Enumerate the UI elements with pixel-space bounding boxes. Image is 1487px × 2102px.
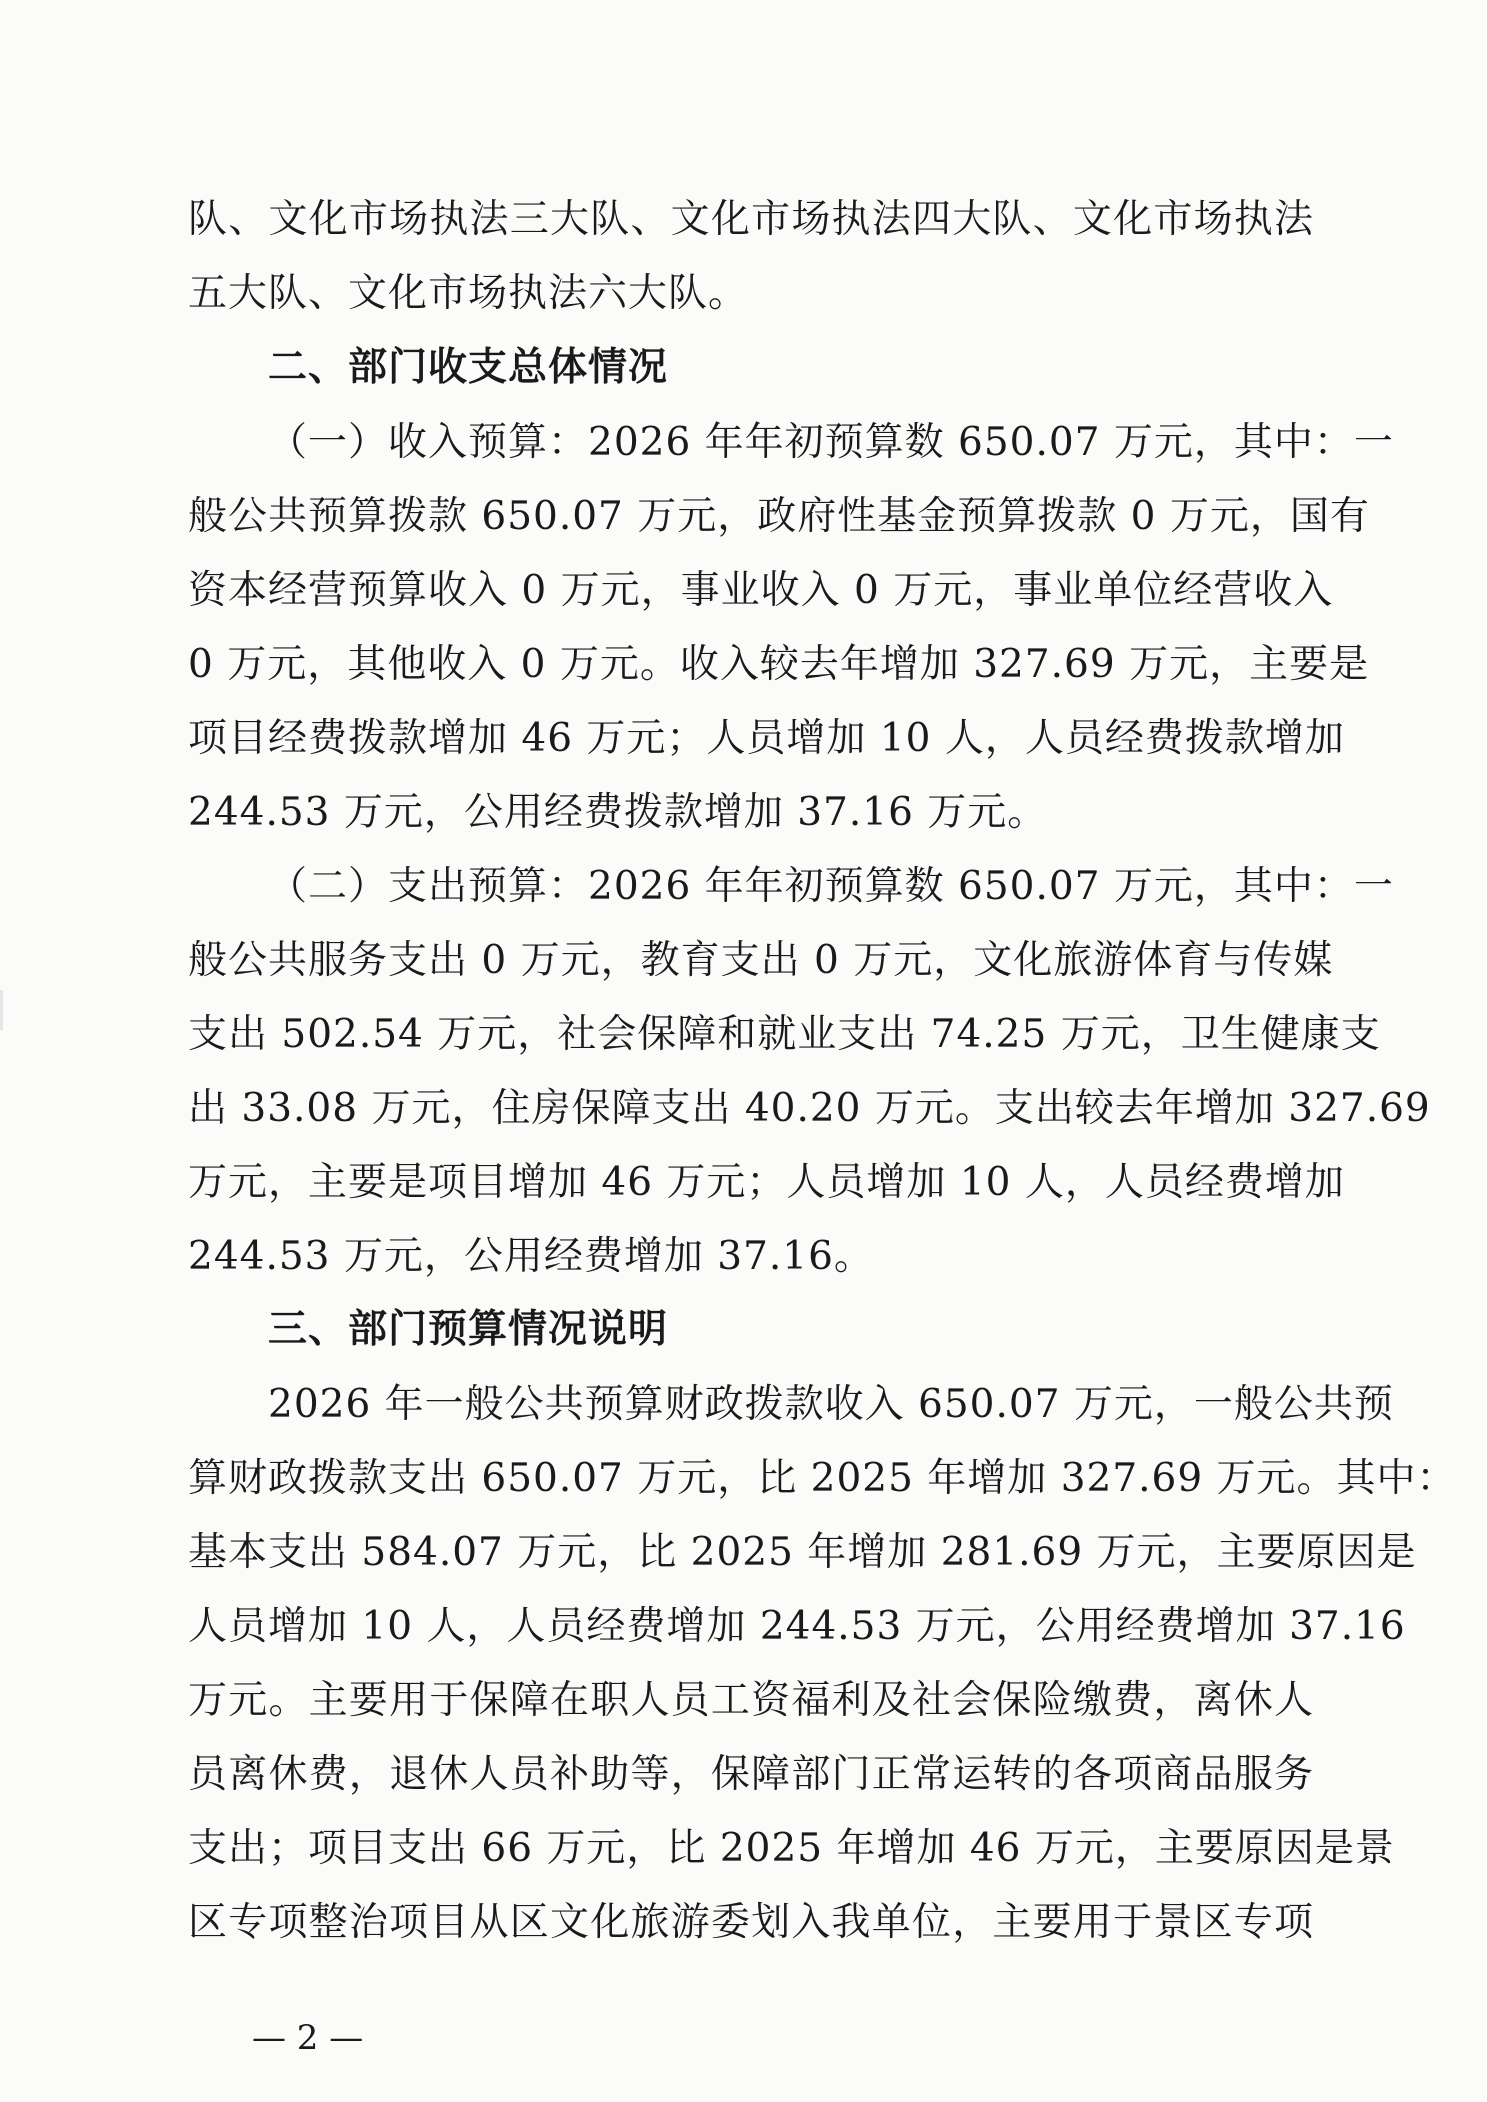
scan-edge-mark	[0, 990, 3, 1030]
body-line: 项目经费拨款增加 46 万元；人员增加 10 人，人员经费拨款增加	[188, 716, 1345, 761]
section-heading-2: 二、部门收支总体情况	[268, 345, 669, 390]
body-line: 般公共服务支出 0 万元，教育支出 0 万元，文化旅游体育与传媒	[188, 938, 1334, 983]
section-heading-3: 三、部门预算情况说明	[268, 1307, 669, 1352]
body-line: 万元，主要是项目增加 46 万元；人员增加 10 人，人员经费增加	[188, 1160, 1345, 1205]
body-line: 五大队、文化市场执法六大队。	[188, 271, 749, 316]
body-line: 基本支出 584.07 万元，比 2025 年增加 281.69 万元，主要原因是	[188, 1530, 1417, 1575]
body-line: （二）支出预算：2026 年年初预算数 650.07 万元，其中：一	[268, 864, 1394, 909]
body-line: 支出；项目支出 66 万元，比 2025 年增加 46 万元，主要原因是景	[188, 1826, 1395, 1871]
body-line: 支出 502.54 万元，社会保障和就业支出 74.25 万元，卫生健康支	[188, 1012, 1381, 1057]
body-line: 人员增加 10 人，人员经费增加 244.53 万元，公用经费增加 37.16	[188, 1604, 1406, 1649]
body-line: 区专项整治项目从区文化旅游委划入我单位，主要用于景区专项	[188, 1900, 1314, 1945]
body-line: 算财政拨款支出 650.07 万元，比 2025 年增加 327.69 万元。其中：	[188, 1456, 1457, 1501]
body-line: 0 万元，其他收入 0 万元。收入较去年增加 327.69 万元，主要是	[188, 642, 1370, 687]
page-number: — 2 —	[252, 2018, 364, 2058]
body-line: 般公共预算拨款 650.07 万元，政府性基金预算拨款 0 万元，国有	[188, 494, 1370, 539]
body-line: （一）收入预算：2026 年年初预算数 650.07 万元，其中：一	[268, 420, 1394, 465]
body-line: 244.53 万元，公用经费拨款增加 37.16 万元。	[188, 790, 1048, 835]
body-line: 万元。主要用于保障在职人员工资福利及社会保险缴费，离休人	[188, 1678, 1314, 1723]
body-line: 244.53 万元，公用经费增加 37.16。	[188, 1234, 874, 1279]
body-line: 队、文化市场执法三大队、文化市场执法四大队、文化市场执法	[188, 197, 1314, 242]
body-line: 员离休费，退休人员补助等，保障部门正常运转的各项商品服务	[188, 1752, 1314, 1797]
body-line: 资本经营预算收入 0 万元，事业收入 0 万元，事业单位经营收入	[188, 568, 1334, 613]
body-line: 2026 年一般公共预算财政拨款收入 650.07 万元，一般公共预	[268, 1382, 1394, 1427]
body-line: 出 33.08 万元，住房保障支出 40.20 万元。支出较去年增加 327.69	[188, 1086, 1431, 1131]
